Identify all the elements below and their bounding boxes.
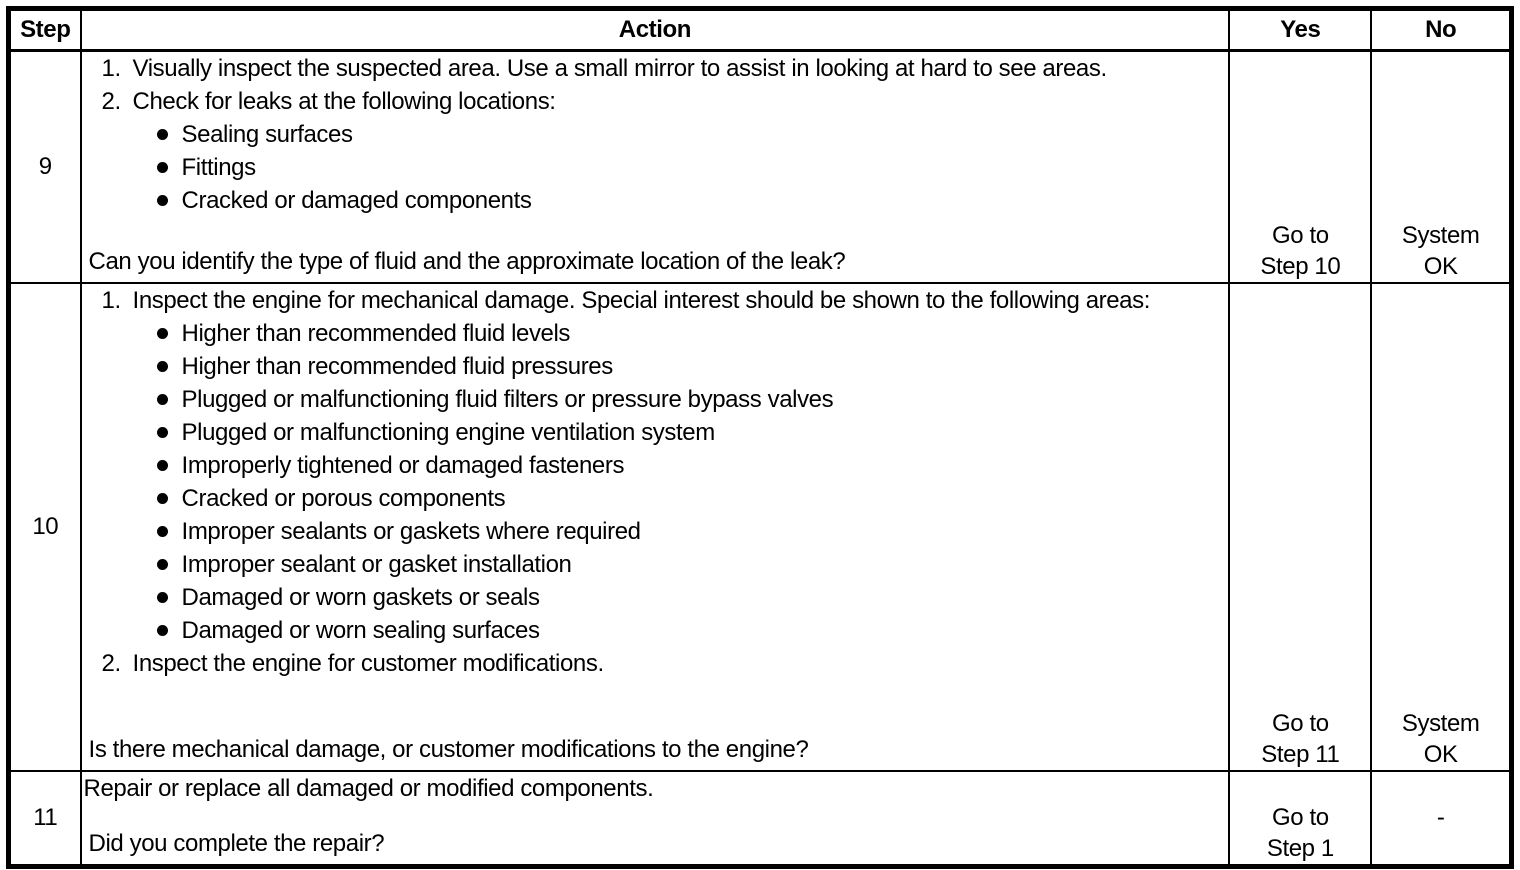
item-text: Plugged or malfunctioning fluid filters or pressure bypass valves xyxy=(181,385,834,413)
no-cell-line: System xyxy=(1401,221,1480,249)
bullet-item xyxy=(82,317,1229,350)
item-text: Inspect the engine for customer modifications. xyxy=(132,649,604,677)
bullet-item xyxy=(82,449,1229,482)
action-question: Can you identify the type of fluid and the approximate location of the leak? xyxy=(88,247,846,275)
no-cell xyxy=(1371,51,1511,283)
action-text: Repair or replace all damaged or modified components. xyxy=(83,774,654,802)
bullet-icon xyxy=(157,162,168,173)
item-text: Higher than recommended fluid levels xyxy=(181,319,571,347)
diagnostic-table-body xyxy=(9,51,1512,867)
item-text: Damaged or worn sealing surfaces xyxy=(181,616,540,644)
bullet-icon xyxy=(157,592,168,603)
bullet-item xyxy=(82,118,1229,151)
numbered-item xyxy=(82,85,1229,118)
item-text: Visually inspect the suspected area. Use a small mirror to assist in looking at hard to see areas. xyxy=(132,55,1107,82)
bullet-item xyxy=(82,416,1229,449)
no-cell xyxy=(1371,283,1511,771)
yes-cell-line: Step 10 xyxy=(1260,252,1341,280)
item-text: Cracked or porous components xyxy=(181,484,506,512)
yes-cell xyxy=(1229,771,1371,867)
item-text: Fittings xyxy=(181,154,256,181)
action-cell xyxy=(81,51,1230,283)
bullet-icon xyxy=(157,195,168,206)
diagnostic-table xyxy=(6,6,1514,869)
item-number: 1. xyxy=(101,286,121,314)
step-number: 10 xyxy=(9,283,81,771)
bullet-icon xyxy=(157,328,168,339)
yes-cell-line: Step 1 xyxy=(1266,835,1334,862)
bullet-icon xyxy=(157,526,168,537)
item-text: Improperly tightened or damaged fasteners xyxy=(181,451,625,479)
bullet-icon xyxy=(157,493,168,504)
no-cell-line: - xyxy=(1436,804,1445,832)
item-text: Improper sealant or gasket installation xyxy=(181,550,572,578)
bullet-item xyxy=(82,184,1229,217)
header-row xyxy=(9,9,1512,51)
step-number: 9 xyxy=(9,51,81,283)
yes-cell xyxy=(1229,51,1371,283)
yes-cell xyxy=(1229,283,1371,771)
bullet-icon xyxy=(157,559,168,570)
numbered-item xyxy=(82,284,1229,317)
numbered-item xyxy=(82,647,1229,680)
action-question: Is there mechanical damage, or customer modifications to the engine? xyxy=(88,735,809,763)
action-items xyxy=(82,284,1229,680)
no-cell-line: System xyxy=(1401,709,1480,737)
yes-cell-line: Go to xyxy=(1271,221,1329,249)
item-text: Inspect the engine for mechanical damage. Special interest should be shown to the following areas: xyxy=(132,286,1150,314)
header-yes: Yes xyxy=(1229,9,1371,51)
bullet-item xyxy=(82,482,1229,515)
action-cell xyxy=(81,771,1230,867)
item-text: Damaged or worn gaskets or seals xyxy=(181,583,540,611)
action-items xyxy=(82,52,1229,217)
step-number: 11 xyxy=(9,771,81,867)
table-row xyxy=(9,771,1512,867)
yes-cell-line: Go to xyxy=(1271,804,1329,831)
yes-cell-line: Go to xyxy=(1271,709,1329,737)
bullet-item xyxy=(82,614,1229,647)
bullet-item xyxy=(82,515,1229,548)
item-number: 2. xyxy=(101,88,121,115)
item-text: Cracked or damaged components xyxy=(181,187,532,214)
bullet-item xyxy=(82,548,1229,581)
bullet-icon xyxy=(157,427,168,438)
bullet-icon xyxy=(157,361,168,372)
no-cell-line: OK xyxy=(1423,740,1458,768)
table-row xyxy=(9,51,1512,283)
item-text: Check for leaks at the following locations: xyxy=(132,88,556,115)
bullet-item xyxy=(82,350,1229,383)
item-number: 1. xyxy=(101,55,121,82)
action-items xyxy=(82,772,1229,805)
bullet-icon xyxy=(157,129,168,140)
item-text: Higher than recommended fluid pressures xyxy=(181,352,613,380)
no-cell-line: OK xyxy=(1423,252,1458,280)
bullet-icon xyxy=(157,460,168,471)
table-row xyxy=(9,283,1512,771)
header-no: No xyxy=(1371,9,1511,51)
header-action: Action xyxy=(81,9,1230,51)
no-cell xyxy=(1371,771,1511,867)
item-text: Sealing surfaces xyxy=(181,121,353,148)
item-number: 2. xyxy=(101,649,121,677)
bullet-item xyxy=(82,581,1229,614)
bullet-item xyxy=(82,383,1229,416)
item-text: Improper sealants or gaskets where required xyxy=(181,517,641,545)
numbered-item xyxy=(82,52,1229,85)
header-step: Step xyxy=(9,9,81,51)
action-question: Did you complete the repair? xyxy=(88,830,385,857)
bullet-item xyxy=(82,151,1229,184)
action-cell xyxy=(81,283,1230,771)
yes-cell-line: Step 11 xyxy=(1261,740,1340,768)
bullet-icon xyxy=(157,394,168,405)
item-text: Plugged or malfunctioning engine ventilation system xyxy=(181,418,715,446)
bullet-icon xyxy=(157,625,168,636)
